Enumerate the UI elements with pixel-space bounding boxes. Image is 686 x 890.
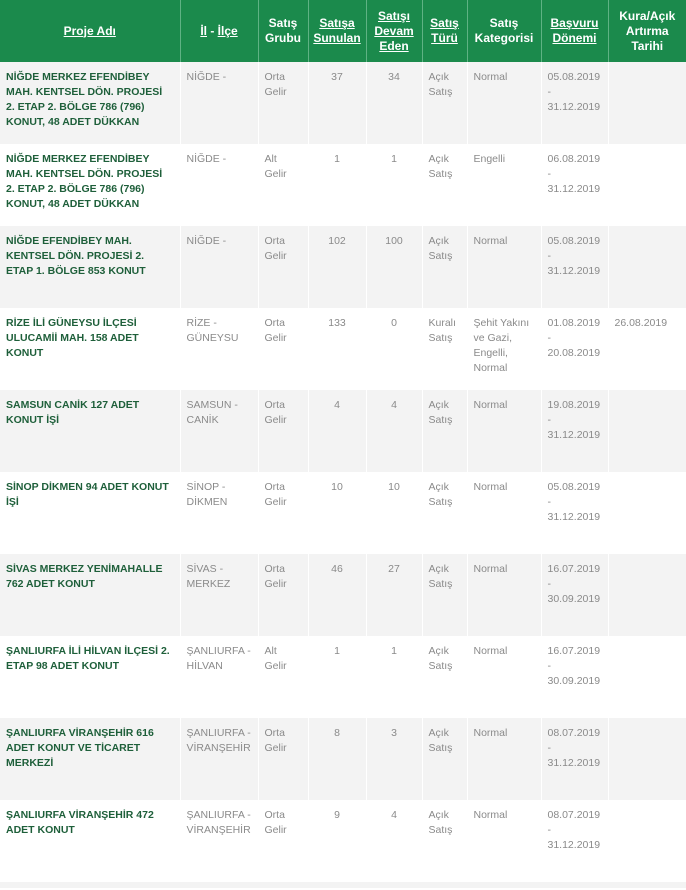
- table-row: [0, 62, 686, 144]
- table-row: [0, 472, 686, 554]
- project-name-cell: RİZE İLİ GÜNEYSU İLÇESİ ULUCAMİİ MAH. 158 ADET KONUT: [0, 308, 180, 390]
- satisa-sunulan-cell: 4: [308, 390, 366, 472]
- satis-turu-cell: Açık Satış: [422, 226, 467, 308]
- satisi-devam-eden-cell: 34: [366, 62, 422, 144]
- satis-grubu-cell: Orta Gelir: [258, 390, 308, 472]
- satisi-devam-eden-cell: 100: [366, 226, 422, 308]
- table-header-row: [0, 0, 686, 62]
- sort-link-satis-turu[interactable]: Satış Türü: [430, 16, 459, 45]
- il-ilce-cell: SİNOP - DİKMEN: [180, 472, 258, 554]
- satis-grubu-cell: Orta Gelir: [258, 308, 308, 390]
- table-row: [0, 308, 686, 390]
- satisi-devam-eden-cell: 4: [366, 390, 422, 472]
- satis-kategorisi-cell: Normal: [467, 62, 541, 144]
- satisi-devam-eden-cell: 10: [366, 472, 422, 554]
- satisi-devam-eden-cell: 0: [366, 308, 422, 390]
- satis-kategorisi-cell: Normal: [467, 718, 541, 800]
- satis-kategorisi-cell: Normal: [467, 800, 541, 882]
- satisa-sunulan-cell: 37: [308, 62, 366, 144]
- project-name-cell: ŞANLIURFA İLİ HİLVAN İLÇESİ 2. ETAP 98 ADET KONUT: [0, 636, 180, 718]
- satisa-sunulan-cell: 102: [308, 226, 366, 308]
- satis-kategorisi-cell: Şehit Yakını ve Gazi, Engelli, Normal: [467, 308, 541, 390]
- satis-kategorisi-cell: Normal: [467, 636, 541, 718]
- satisi-devam-eden-cell: 3: [366, 718, 422, 800]
- satis-turu-cell: Açık Satış: [422, 800, 467, 882]
- header-kura-tarihi-label: Kura/Açık Artırma Tarihi: [619, 8, 676, 53]
- satisa-sunulan-cell: 10: [308, 472, 366, 554]
- satisa-sunulan-cell: 46: [308, 554, 366, 636]
- satis-grubu-cell: Orta Gelir: [258, 472, 308, 554]
- sort-link-satisi-devam-eden[interactable]: Satışı Devam Eden: [374, 8, 414, 53]
- sort-link-basvuru-donemi[interactable]: Başvuru Dönemi: [550, 16, 599, 45]
- basvuru-donemi-cell: 08.07.2019 - 31.12.2019: [541, 718, 608, 800]
- kura-tarihi-cell: [608, 62, 686, 144]
- satisi-devam-eden-cell: 27: [366, 554, 422, 636]
- il-ilce-cell: SİVAS - MERKEZ: [180, 554, 258, 636]
- header-satis-kategorisi: [467, 0, 541, 62]
- project-name-cell: ŞANLIURFA VİRANŞEHİR 616 ADET KONUT VE TİCARET MERKEZİ: [0, 718, 180, 800]
- header-satis-grubu: [258, 0, 308, 62]
- satis-turu-cell: Açık Satış: [422, 144, 467, 226]
- satis-grubu-cell: Alt Gelir: [258, 636, 308, 718]
- table-footer-spacer: [0, 882, 686, 888]
- sort-link-proje-adi[interactable]: Proje Adı: [63, 23, 116, 38]
- table-body: [0, 62, 686, 882]
- basvuru-donemi-cell: 08.07.2019 - 31.12.2019: [541, 800, 608, 882]
- table-row: [0, 554, 686, 636]
- basvuru-donemi-cell: 19.08.2019 - 31.12.2019: [541, 390, 608, 472]
- header-kura-tarihi: [608, 0, 686, 62]
- project-name-cell: ŞANLIURFA VİRANŞEHİR 472 ADET KONUT: [0, 800, 180, 882]
- satisa-sunulan-cell: 8: [308, 718, 366, 800]
- table-row: [0, 718, 686, 800]
- header-satisi-devam-eden[interactable]: [366, 0, 422, 62]
- header-satis-kategorisi-label: Satış Kategorisi: [474, 16, 534, 45]
- header-il-ilce-separator: -: [206, 23, 218, 38]
- header-satisa-sunulan[interactable]: [308, 0, 366, 62]
- satis-turu-cell: Açık Satış: [422, 472, 467, 554]
- kura-tarihi-cell: [608, 800, 686, 882]
- satis-kategorisi-cell: Normal: [467, 390, 541, 472]
- satis-turu-cell: Açık Satış: [422, 636, 467, 718]
- kura-tarihi-cell: 26.08.2019: [608, 308, 686, 390]
- satis-grubu-cell: Alt Gelir: [258, 144, 308, 226]
- satis-turu-cell: Açık Satış: [422, 62, 467, 144]
- satis-kategorisi-cell: Normal: [467, 226, 541, 308]
- satis-grubu-cell: Orta Gelir: [258, 800, 308, 882]
- satis-kategorisi-cell: Normal: [467, 472, 541, 554]
- header-proje-adi[interactable]: [0, 0, 180, 62]
- satisi-devam-eden-cell: 4: [366, 800, 422, 882]
- il-ilce-cell: ŞANLIURFA - VİRANŞEHİR: [180, 800, 258, 882]
- il-ilce-cell: RİZE - GÜNEYSU: [180, 308, 258, 390]
- kura-tarihi-cell: [608, 472, 686, 554]
- header-satis-turu[interactable]: [422, 0, 467, 62]
- satisi-devam-eden-cell: 1: [366, 636, 422, 718]
- basvuru-donemi-cell: 05.08.2019 - 31.12.2019: [541, 226, 608, 308]
- satis-turu-cell: Açık Satış: [422, 554, 467, 636]
- il-ilce-cell: SAMSUN - CANİK: [180, 390, 258, 472]
- satis-turu-cell: Kuralı Satış: [422, 308, 467, 390]
- satisi-devam-eden-cell: 1: [366, 144, 422, 226]
- satis-kategorisi-cell: Normal: [467, 554, 541, 636]
- basvuru-donemi-cell: 05.08.2019 - 31.12.2019: [541, 62, 608, 144]
- project-name-cell: NİĞDE MERKEZ EFENDİBEY MAH. KENTSEL DÖN. PROJESİ 2. ETAP 2. BÖLGE 786 (796) KONUT, 48 ADET DÜKKAN: [0, 62, 180, 144]
- project-name-cell: NİĞDE MERKEZ EFENDİBEY MAH. KENTSEL DÖN. PROJESİ 2. ETAP 2. BÖLGE 786 (796) KONUT, 48 ADET DÜKKAN: [0, 144, 180, 226]
- kura-tarihi-cell: [608, 718, 686, 800]
- il-ilce-cell: NİĞDE -: [180, 226, 258, 308]
- basvuru-donemi-cell: 16.07.2019 - 30.09.2019: [541, 554, 608, 636]
- satisa-sunulan-cell: 1: [308, 636, 366, 718]
- header-basvuru-donemi[interactable]: [541, 0, 608, 62]
- table-row: [0, 226, 686, 308]
- kura-tarihi-cell: [608, 390, 686, 472]
- satis-kategorisi-cell: Engelli: [467, 144, 541, 226]
- project-name-cell: SAMSUN CANİK 127 ADET KONUT İŞİ: [0, 390, 180, 472]
- table-row: [0, 144, 686, 226]
- table-row: [0, 800, 686, 882]
- sort-link-satisa-sunulan[interactable]: Satışa Sunulan: [313, 16, 361, 45]
- sort-link-ilce[interactable]: İlçe: [217, 23, 238, 38]
- satis-turu-cell: Açık Satış: [422, 718, 467, 800]
- kura-tarihi-cell: [608, 554, 686, 636]
- basvuru-donemi-cell: 16.07.2019 - 30.09.2019: [541, 636, 608, 718]
- satis-grubu-cell: Orta Gelir: [258, 226, 308, 308]
- il-ilce-cell: NİĞDE -: [180, 62, 258, 144]
- header-satis-grubu-label: Satış Grubu: [265, 16, 301, 45]
- sort-link-il[interactable]: İl: [200, 23, 207, 38]
- basvuru-donemi-cell: 06.08.2019 - 31.12.2019: [541, 144, 608, 226]
- satis-turu-cell: Açık Satış: [422, 390, 467, 472]
- kura-tarihi-cell: [608, 144, 686, 226]
- kura-tarihi-cell: [608, 226, 686, 308]
- header-il-ilce[interactable]: [180, 0, 258, 62]
- basvuru-donemi-cell: 05.08.2019 - 31.12.2019: [541, 472, 608, 554]
- satis-grubu-cell: Orta Gelir: [258, 718, 308, 800]
- satis-grubu-cell: Orta Gelir: [258, 554, 308, 636]
- satisa-sunulan-cell: 9: [308, 800, 366, 882]
- project-name-cell: NİĞDE EFENDİBEY MAH. KENTSEL DÖN. PROJESİ 2. ETAP 1. BÖLGE 853 KONUT: [0, 226, 180, 308]
- il-ilce-cell: NİĞDE -: [180, 144, 258, 226]
- satisa-sunulan-cell: 133: [308, 308, 366, 390]
- table-row: [0, 390, 686, 472]
- il-ilce-cell: ŞANLIURFA - VİRANŞEHİR: [180, 718, 258, 800]
- project-name-cell: SİVAS MERKEZ YENİMAHALLE 762 ADET KONUT: [0, 554, 180, 636]
- basvuru-donemi-cell: 01.08.2019 - 20.08.2019: [541, 308, 608, 390]
- kura-tarihi-cell: [608, 636, 686, 718]
- satisa-sunulan-cell: 1: [308, 144, 366, 226]
- satis-grubu-cell: Orta Gelir: [258, 62, 308, 144]
- table-row: [0, 636, 686, 718]
- il-ilce-cell: ŞANLIURFA - HİLVAN: [180, 636, 258, 718]
- project-name-cell: SİNOP DİKMEN 94 ADET KONUT İŞİ: [0, 472, 180, 554]
